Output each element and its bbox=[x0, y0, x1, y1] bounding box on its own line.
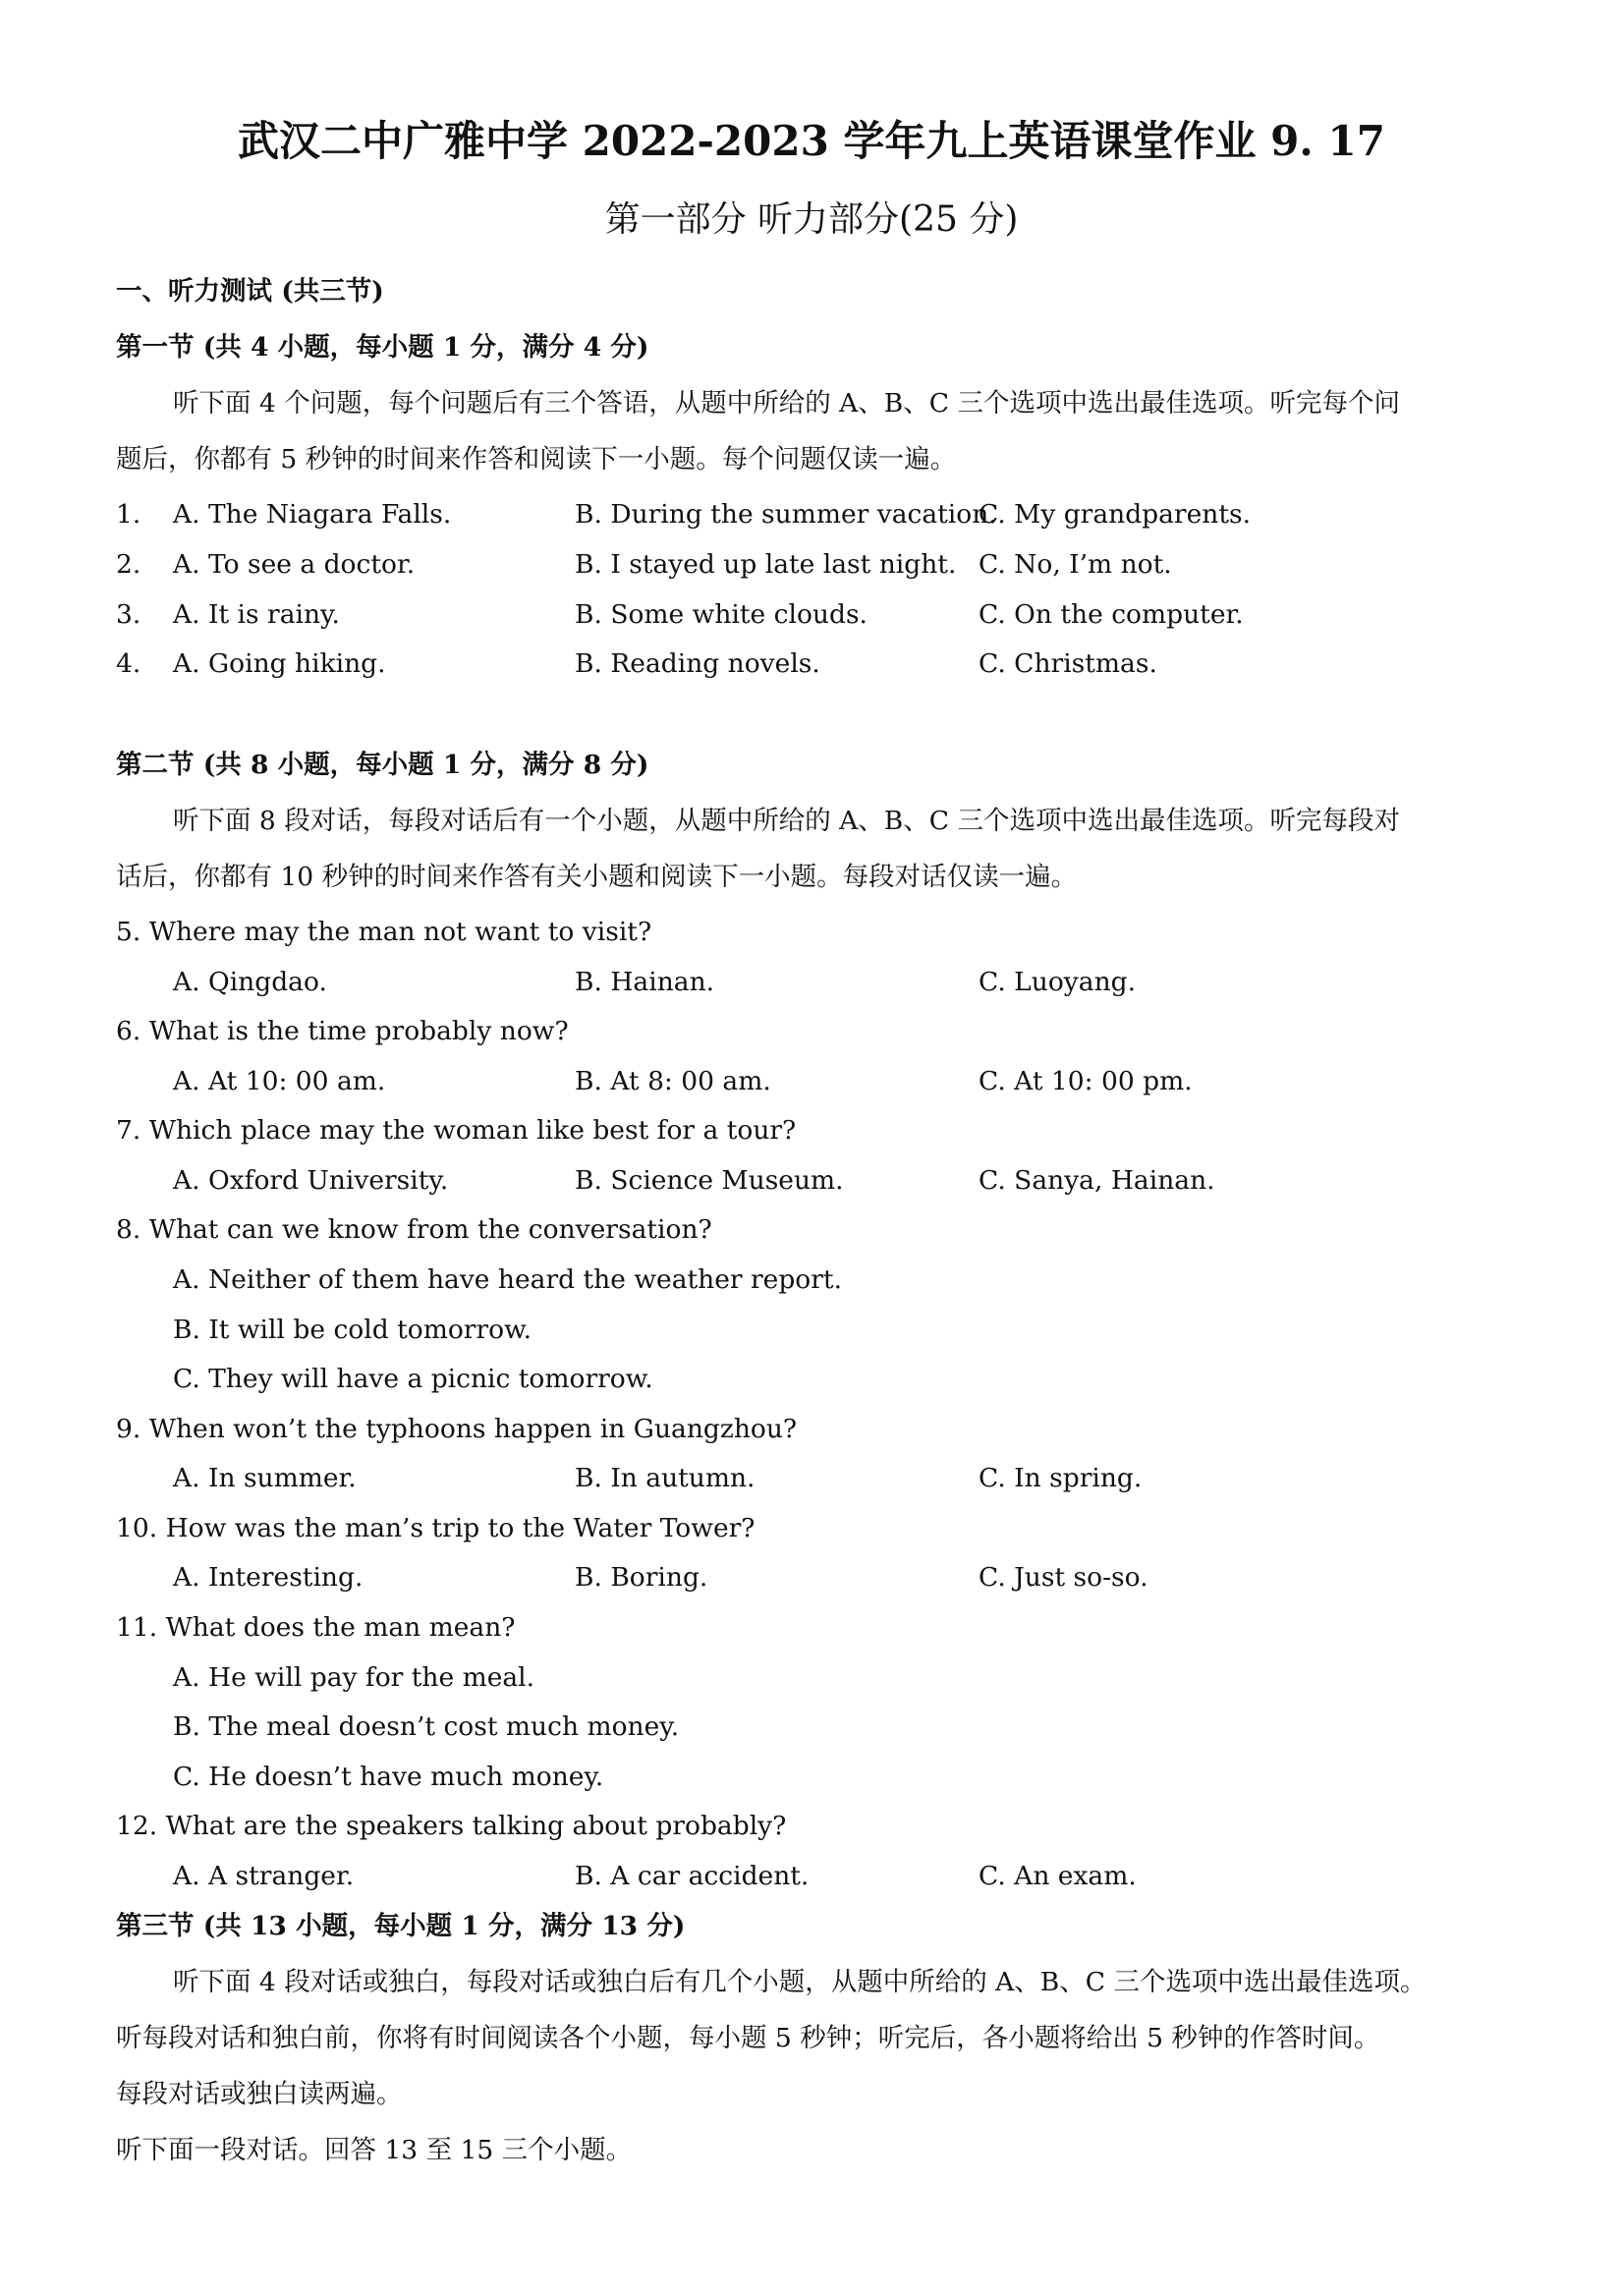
option-c: C. He doesn’t have much money. bbox=[173, 1762, 604, 1792]
section1-intro-line1: 听下面 4 个问题，每个问题后有三个答语，从题中所给的 A、B、C 三个选项中选出最佳选项。听完每个问 bbox=[173, 388, 1400, 419]
question-row-2 bbox=[0, 547, 1623, 583]
question-12: 12. What are the speakers talking about probably? bbox=[116, 1811, 787, 1841]
question-row-3 bbox=[0, 597, 1623, 633]
options-row-5 bbox=[0, 965, 1623, 1000]
option-c: C. An exam. bbox=[979, 1861, 1137, 1891]
question-row-4 bbox=[0, 646, 1623, 682]
question-7: 7. Which place may the woman like best for a tour? bbox=[116, 1115, 797, 1146]
section3-intro-line2: 听每段对话和独白前，你将有时间阅读各个小题，每小题 5 秒钟；听完后，各小题将给出 5 秒钟的作答时间。 bbox=[116, 2023, 1380, 2053]
option-a: A. It is rainy. bbox=[173, 599, 340, 630]
section3-intro-line1: 听下面 4 段对话或独白，每段对话或独白后有几个小题，从题中所给的 A、B、C 三个选项中选出最佳选项。 bbox=[173, 1967, 1427, 1997]
option-a: A. A stranger. bbox=[173, 1861, 355, 1891]
option-a: A. Qingdao. bbox=[173, 967, 327, 997]
option-c: C. In spring. bbox=[979, 1463, 1143, 1493]
question-11: 11. What does the man mean? bbox=[116, 1612, 516, 1643]
option-a: A. Oxford University. bbox=[173, 1165, 449, 1196]
option-a: A. The Niagara Falls. bbox=[173, 499, 452, 530]
section2-intro-line2: 话后，你都有 10 秒钟的时间来作答有关小题和阅读下一小题。每段对话仅读一遍。 bbox=[116, 862, 1078, 892]
option-b: B. The meal doesn’t cost much money. bbox=[173, 1711, 680, 1742]
section1-intro-line2: 题后，你都有 5 秒钟的时间来作答和阅读下一小题。每个问题仅读一遍。 bbox=[116, 444, 957, 475]
question-10: 10. How was the man’s trip to the Water Tower? bbox=[116, 1513, 756, 1543]
option-c: C. My grandparents. bbox=[979, 499, 1252, 530]
option-c: C. Christmas. bbox=[979, 648, 1157, 679]
option-a: A. To see a doctor. bbox=[173, 549, 416, 580]
option-b: B. A car accident. bbox=[575, 1861, 810, 1891]
option-c: C. Just so-so. bbox=[979, 1562, 1148, 1593]
section3-next-instruction: 听下面一段对话。回答 13 至 15 三个小题。 bbox=[116, 2135, 633, 2165]
section3-heading: 第三节 (共 13 小题，每小题 1 分，满分 13 分) bbox=[116, 1911, 686, 1941]
section2-heading: 第二节 (共 8 小题，每小题 1 分，满分 8 分) bbox=[116, 750, 649, 780]
question-number: 1. bbox=[116, 499, 141, 530]
option-a: A. He will pay for the meal. bbox=[173, 1662, 535, 1693]
option-c: C. At 10: 00 pm. bbox=[979, 1066, 1193, 1096]
options-row-10 bbox=[0, 1560, 1623, 1596]
section2-intro-line1: 听下面 8 段对话，每段对话后有一个小题，从题中所给的 A、B、C 三个选项中选出最佳选项。听完每段对 bbox=[173, 806, 1400, 836]
question-row-1 bbox=[0, 497, 1623, 532]
document-title: 武汉二中广雅中学 2022-2023 学年九上英语课堂作业 9. 17 bbox=[237, 117, 1385, 165]
question-number: 2. bbox=[116, 549, 141, 580]
option-b: B. Boring. bbox=[575, 1562, 708, 1593]
option-b: B. Science Museum. bbox=[575, 1165, 844, 1196]
option-b: B. It will be cold tomorrow. bbox=[173, 1315, 532, 1345]
part-heading: 一、听力测试 (共三节) bbox=[116, 276, 384, 307]
option-b: B. During the summer vacation. bbox=[575, 499, 997, 530]
options-row-12 bbox=[0, 1859, 1623, 1894]
option-a: A. Interesting. bbox=[173, 1562, 364, 1593]
options-row-9 bbox=[0, 1461, 1623, 1496]
section3-intro-line3: 每段对话或独白读两遍。 bbox=[116, 2079, 403, 2109]
question-5: 5. Where may the man not want to visit? bbox=[116, 917, 652, 947]
part-title: 第一部分 听力部分(25 分) bbox=[604, 199, 1019, 240]
option-a: A. Neither of them have heard the weather report. bbox=[173, 1264, 842, 1295]
option-c: C. Sanya, Hainan. bbox=[979, 1165, 1215, 1196]
options-row-6 bbox=[0, 1064, 1623, 1099]
option-b: B. Reading novels. bbox=[575, 648, 820, 679]
option-b: B. I stayed up late last night. bbox=[575, 549, 957, 580]
option-a: A. Going hiking. bbox=[173, 648, 386, 679]
option-b: B. In autumn. bbox=[575, 1463, 756, 1493]
options-row-7 bbox=[0, 1163, 1623, 1199]
question-8: 8. What can we know from the conversation? bbox=[116, 1214, 712, 1245]
option-c: C. They will have a picnic tomorrow. bbox=[173, 1364, 653, 1394]
option-b: B. At 8: 00 am. bbox=[575, 1066, 771, 1096]
option-c: C. No, I’m not. bbox=[979, 549, 1172, 580]
option-a: A. In summer. bbox=[173, 1463, 357, 1493]
question-9: 9. When won’t the typhoons happen in Guangzhou? bbox=[116, 1414, 798, 1444]
option-b: B. Hainan. bbox=[575, 967, 715, 997]
option-a: A. At 10: 00 am. bbox=[173, 1066, 386, 1096]
option-c: C. On the computer. bbox=[979, 599, 1244, 630]
question-number: 3. bbox=[116, 599, 141, 630]
option-b: B. Some white clouds. bbox=[575, 599, 867, 630]
option-c: C. Luoyang. bbox=[979, 967, 1137, 997]
question-6: 6. What is the time probably now? bbox=[116, 1016, 569, 1046]
section1-heading: 第一节 (共 4 小题，每小题 1 分，满分 4 分) bbox=[116, 332, 649, 363]
question-number: 4. bbox=[116, 648, 141, 679]
